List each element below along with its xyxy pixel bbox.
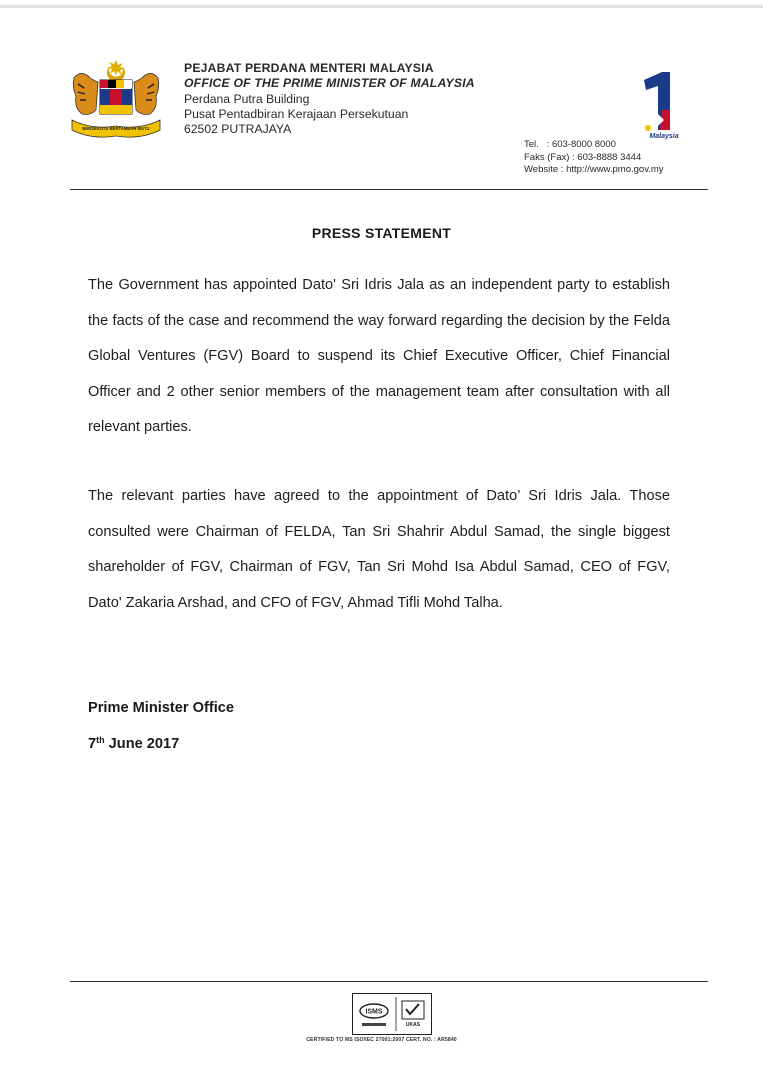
document-title: PRESS STATEMENT	[311, 225, 452, 241]
contact-details	[524, 139, 664, 177]
date-suffix: th	[96, 735, 105, 745]
header-divider	[70, 189, 708, 190]
organization-address	[184, 61, 475, 137]
1malaysia-logo-icon	[634, 70, 682, 144]
scan-edge	[0, 5, 763, 8]
contact-website: Website : http://www.pmo.gov.my	[524, 164, 664, 176]
address-line: Pusat Pentadbiran Kerajaan Persekutuan	[184, 106, 409, 121]
body-paragraph: The Government has appointed Dato' Sri Idris Jala as an independent party to establish the facts of the case and recommend the way forward regarding the decision by the Felda Global Ventures (FGV) Board to suspend its Chief Executive Officer, Chief Financial Officer and 2 other senior members of the management team after consultation with all relevant parties.	[88, 277, 670, 435]
isms-certification-badge-icon	[352, 993, 432, 1035]
certification-text: CERTIFIED TO MS ISO/IEC 27001:2007 CERT. NO. : AR5840	[306, 1037, 457, 1043]
footer-divider	[70, 981, 708, 982]
badge-isms-text: ISMS	[365, 1008, 383, 1016]
crest-motto: BERSEKUTU BERTAMBAH MUTU	[82, 126, 150, 131]
one-logo-text: Malaysia	[649, 133, 679, 140]
address-line: 62502 PUTRAJAYA	[184, 122, 292, 137]
badge-ukas-text: UKAS	[405, 1022, 421, 1028]
org-name-english: OFFICE OF THE PRIME MINISTER OF MALAYSIA	[184, 76, 475, 91]
address-line: Perdana Putra Building	[184, 91, 310, 106]
body-paragraph: The relevant parties have agreed to the appointment of Dato’ Sri Idris Jala. Those consulted were Chairman of FELDA, Tan Sri Shahrir Abdul Samad, the single biggest shareholder of FGV, Chairman of FGV, Tan Sri Mohd Isa Abdul Samad, CEO of FGV, Dato' Zakaria Arshad, and CFO of FGV, Ahmad Tifli Mohd Talha.	[88, 488, 670, 611]
org-name-malay: PEJABAT PERDANA MENTERI MALAYSIA	[184, 61, 434, 75]
date-rest: June 2017	[104, 736, 180, 752]
signoff-office: Prime Minister Office	[88, 700, 234, 716]
signoff-date	[88, 735, 179, 752]
coat-of-arms-icon	[66, 58, 166, 144]
date-day: 7	[88, 736, 97, 752]
contact-tel: Tel. : 603-8000 8000	[524, 139, 616, 150]
contact-fax: Faks (Fax) : 603-8888 3444	[524, 151, 642, 163]
